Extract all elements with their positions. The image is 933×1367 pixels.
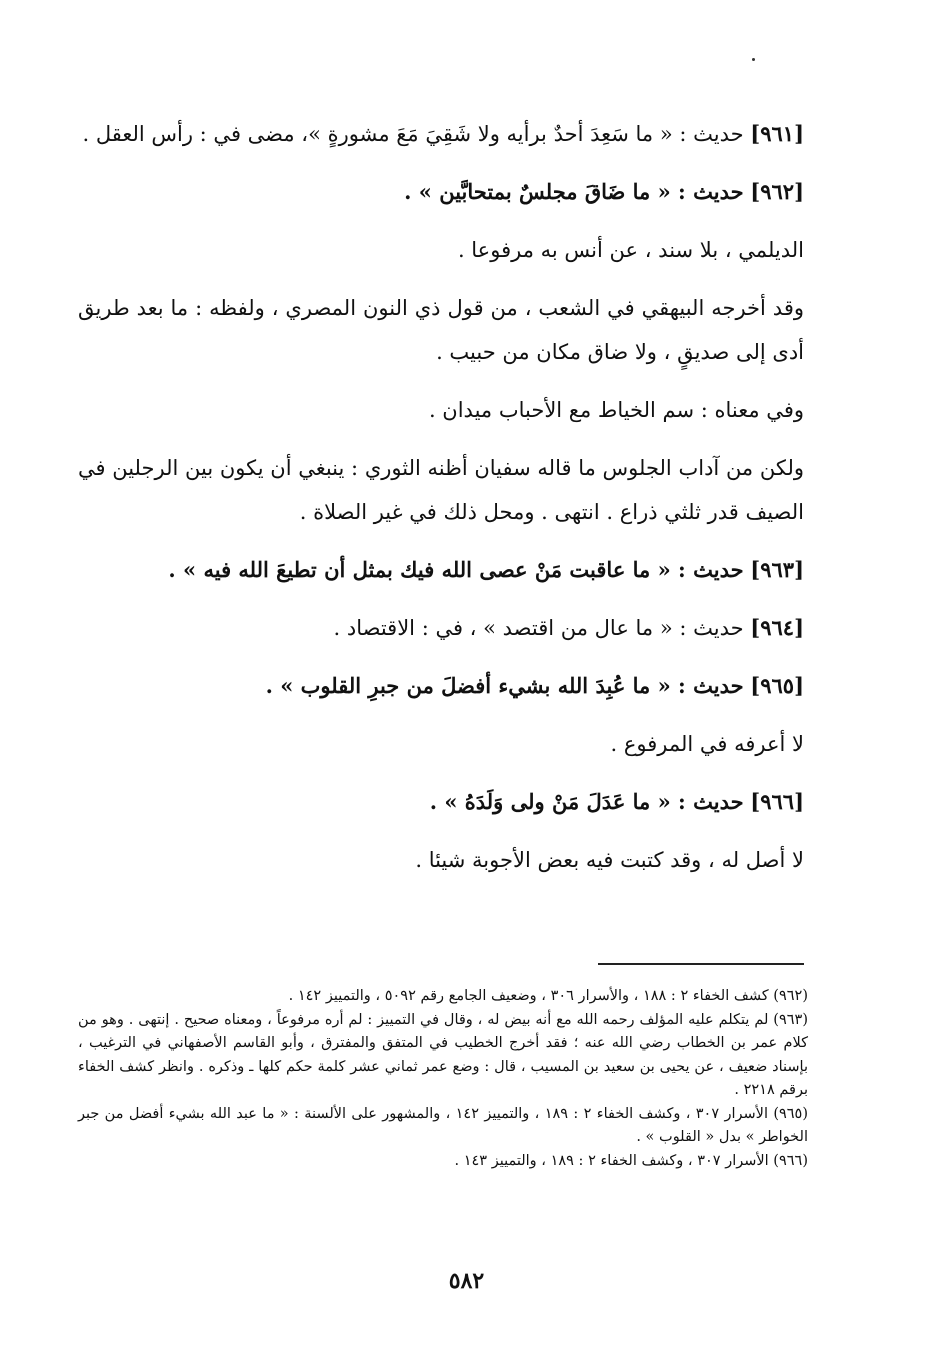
page-number: ٥٨٢ [448,1268,485,1294]
paragraph-963 [78,548,804,592]
paragraph-text: حديث : « ما ضَاقَ مجلسٌ بمتحابَّين » . [404,179,744,204]
paragraph-text: وفي معناه : سم الخياط مع الأحباب ميدان . [428,398,804,422]
paragraph-text: حديث : « ما عاقبت مَنْ عصى الله فيك بمثل أن تطيعَ الله فيه » . [168,557,744,582]
paragraph-commentary [78,446,804,534]
main-text [78,112,804,882]
hadith-number: [٩٦٢] [750,179,804,204]
hadith-number: [٩٦٥] [750,673,804,698]
paragraph-text: حديث : « ما سَعِدَ أحدٌ برأيه ولا شَقِيَ مَعَ مشورةٍ »، مضى في : رأس العقل . [82,122,744,146]
page-mark [752,58,755,61]
paragraph-text: لا أعرفه في المرفوع . [610,732,804,756]
footnote-965: (٩٦٥) الأسرار ٣٠٧ ، وكشف الخفاء ٢ : ١٨٩ ، والتمييز ١٤٢ ، والمشهور على الألسنة : « ما عبد الله بشيء أفضل من جبر الخواطر » بدل « القلوب » . [78,1105,809,1145]
footnote-962: (٩٦٢) كشف الخفاء ٢ : ١٨٨ ، والأسرار ٣٠٦ ، وضعيف الجامع رقم ٥٠٩٢ ، والتمييز ١٤٢ . [288,988,808,1004]
footnote-966: (٩٦٦) الأسرار ٣٠٧ ، وكشف الخفاء ٢ : ١٨٩ ، والتمييز ١٤٣ . [454,1152,808,1169]
hadith-number: [٩٦٦] [750,789,804,814]
hadith-number: [٩٦١] [750,121,804,146]
paragraph-commentary [78,228,804,272]
paragraph-text: الديلمي ، بلا سند ، عن أنس به مرفوعا . [457,238,804,262]
hadith-number: [٩٦٤] [750,615,804,640]
footnote-separator [598,963,804,965]
paragraph-commentary [78,388,804,432]
paragraph-964 [78,606,804,650]
paragraph-text: حديث : « ما عَدَلَ مَنْ ولى وَلَدَهُ » . [429,789,744,814]
paragraph-text: حديث : « ما عُبِدَ الله بشيء أفضلَ من جبرِ القلوب » . [265,673,744,698]
paragraph-961 [78,112,804,156]
hadith-number: [٩٦٣] [750,557,804,582]
paragraph-commentary [78,722,804,766]
paragraph-text: ولكن من آداب الجلوس ما قاله سفيان أظنه الثوري : ينبغي أن يكون بين الرجلين في الصيف قدر ثلثي ذراع . انتهى . ومحل ذلك في غير الصلاة . [78,456,804,524]
paragraph-962 [78,170,804,214]
footnote-963: (٩٦٣) لم يتكلم عليه المؤلف رحمه الله مع أنه بيض له ، وقال في التمييز : لم أره مرفوعاً ، ومعناه صحيح . إنتهى . وهو من كلام عمر بن الخطاب رضي الله عنه ؛ فقد أخرج الخطيب في المتفق والمفترق ، وأبو القاسم الأصفهاني في الترغيب ، بإسناد ضعيف ، عن يحيى بن سعيد بن المسيب ، قال : وضع عمر ثماني عشر كلمة حكم كلها ـ وذكره . وانظر كشف الخفاء برقم ٢٢١٨ . [78,1011,808,1098]
paragraph-965 [78,664,804,708]
paragraph-966 [78,780,804,824]
paragraph-text: حديث : « ما عال من اقتصد » ، في : الاقتصاد . [333,616,744,640]
paragraph-commentary [78,286,804,374]
paragraph-text: وقد أخرجه البيهقي في الشعب ، من قول ذي النون المصري ، ولفظه : ما بعد طريق أدى إلى صديقٍ ، ولا ضاق مكان من حبيب . [78,296,804,364]
paragraph-commentary [78,838,804,882]
paragraph-text: لا أصل له ، وقد كتبت فيه بعض الأجوبة شيئا . [415,848,804,872]
footnotes [78,985,808,1173]
